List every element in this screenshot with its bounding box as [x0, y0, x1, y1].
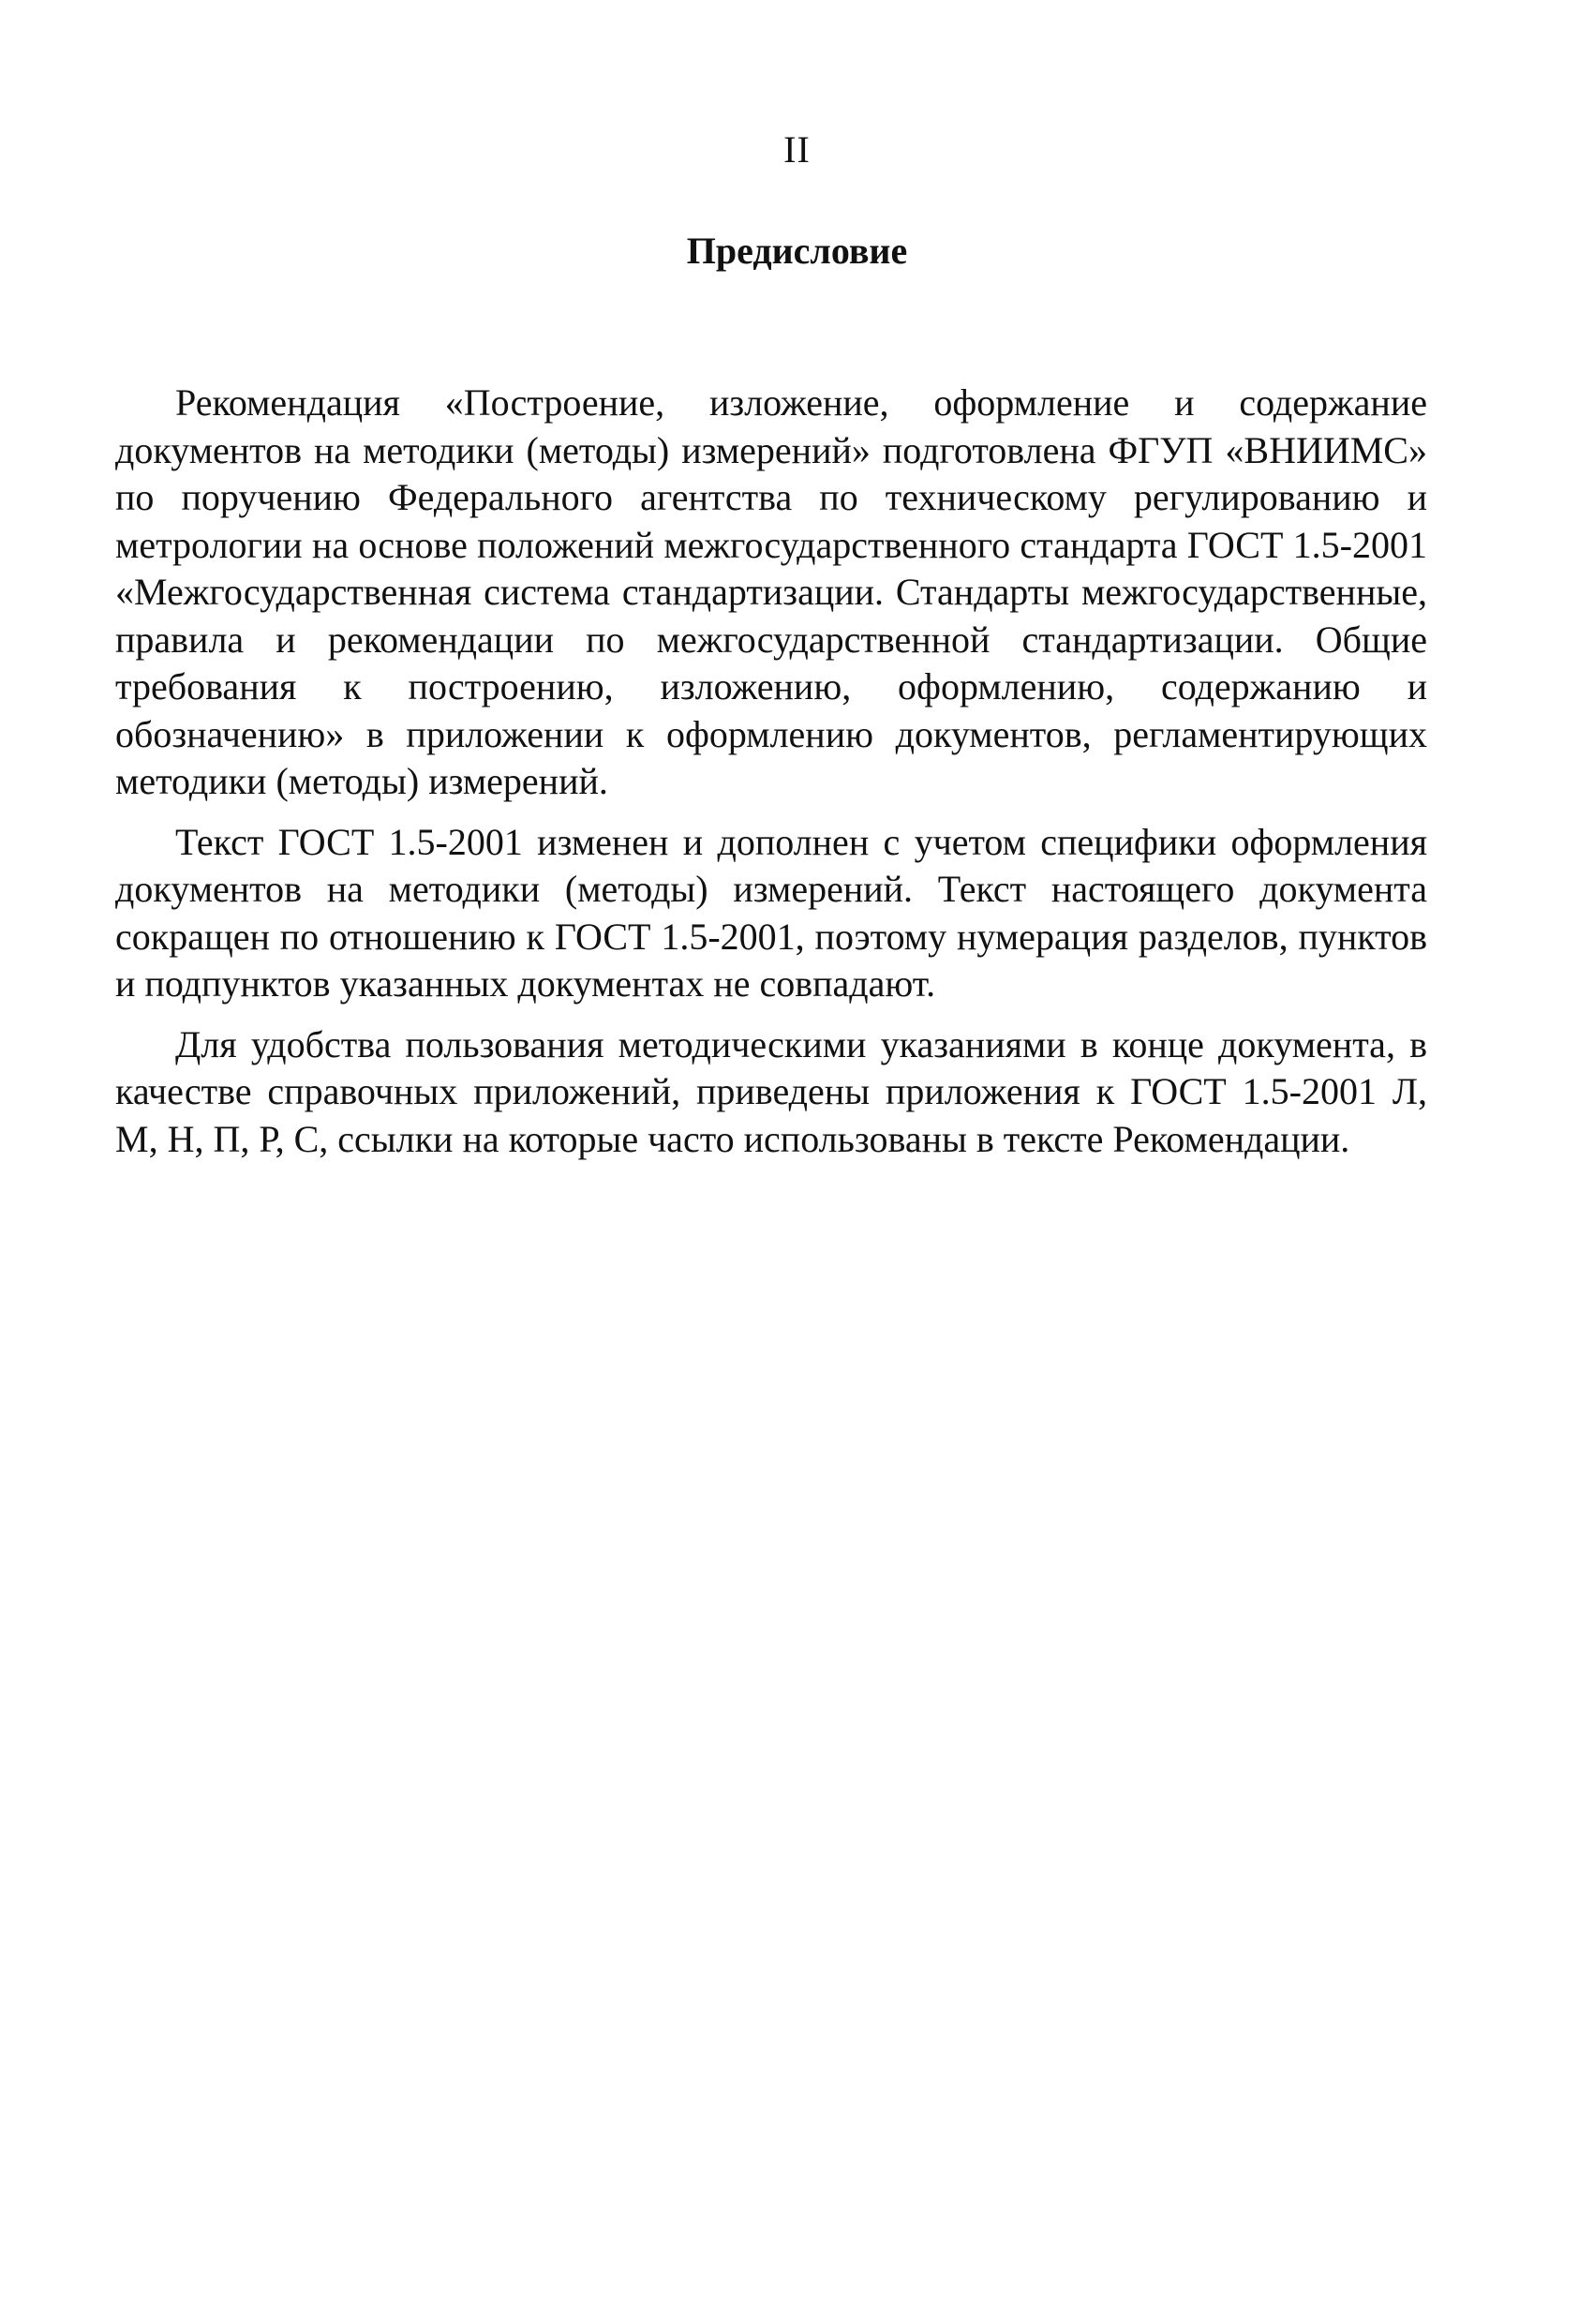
- paragraph-2: Текст ГОСТ 1.5-2001 изменен и дополнен с учетом специфики оформления документов на методики (методы) измерений. Текст настоящего документа сокращен по отношению к ГОСТ 1.5-2001, поэтому нумерация разделов, пунктов и подпунктов указанных документах не совпадают.: [115, 820, 1427, 1005]
- paragraph-1: Рекомендация «Построение, изложение, оформление и содержание документов на методики (методы) измерений» подготовлена ФГУП «ВНИИМС» по поручению Федерального агентства по техническому регулированию и метрологии на основе положений межгосударственного стандарта ГОСТ 1.5-2001 «Межгосударственная система стандартизации. Стандарты межгосударственные, правила и рекомендации по межгосударственной стандартизации. Общие требования к построению, изложению, оформлению, содержанию и обозначению» в приложении к оформлению документов, регламентирующих методики (методы) измерений.: [115, 381, 1427, 802]
- paragraph-3: Для удобства пользования методическими указаниями в конце документа, в качестве справочных приложений, приведены приложения к ГОСТ 1.5-2001 Л, М, Н, П, Р, С, ссылки на которые часто использованы в тексте Рекомендации.: [115, 1022, 1427, 1160]
- document-body: [115, 380, 1427, 1176]
- page-title: Предисловие: [686, 230, 908, 272]
- page-number: II: [783, 128, 811, 171]
